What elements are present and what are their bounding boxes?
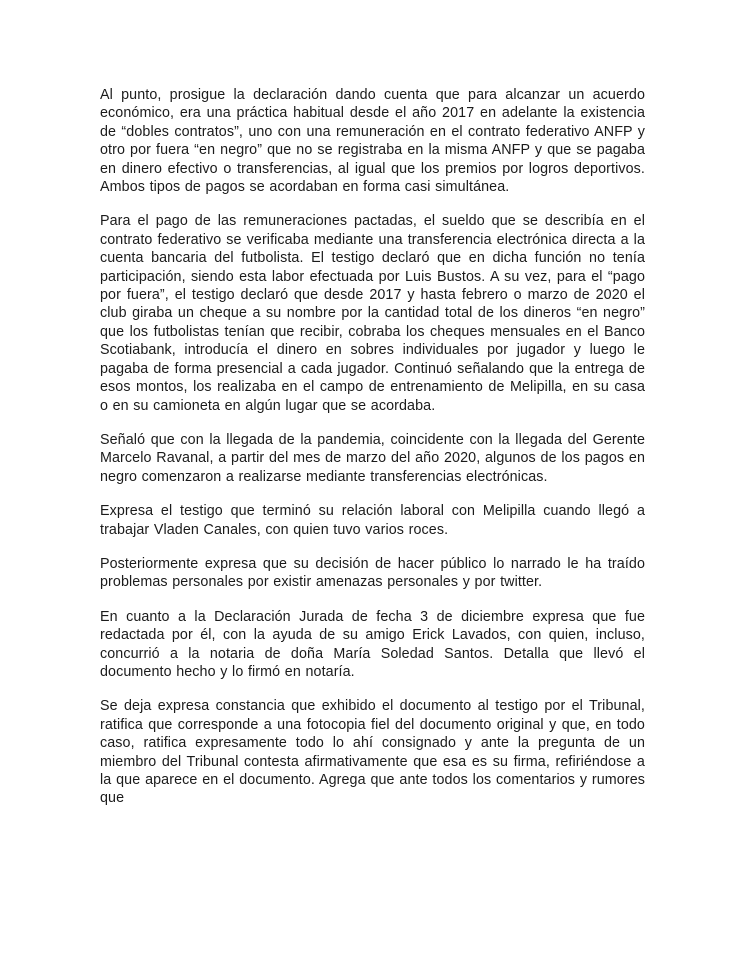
paragraph-double-contracts: Al punto, prosigue la declaración dando cuenta que para alcanzar un acuerdo económico, era una práctica habitual desde el año 2017 en adelante la existencia de “dobles contratos”, uno con una remuneración en el contrato federativo ANFP y otro por fuera “en negro” que no se registraba en la misma ANFP y que se pagaba en dinero efectivo o transferencias, al igual que los premios por logros deportivos. Ambos tipos de pagos se acordaban en forma casi simultánea. (100, 87, 645, 196)
paragraph-document-ratification: Se deja expresa constancia que exhibido el documento al testigo por el Tribunal, ratifica que corresponde a una fotocopia fiel del documento original y que, en todo caso, ratifica expresamente todo lo ahí consignado y ante la pregunta de un miembro del Tribunal contesta afirmativamente que esa es su firma, refiriéndose a la que aparece en el documento. Agrega que ante todos los comentarios y rumores que (100, 698, 645, 807)
paragraph-sworn-declaration: En cuanto a la Declaración Jurada de fecha 3 de diciembre expresa que fue redactada por él, con la ayuda de su amigo Erick Lavados, con quien, incluso, concurrió a la notaria de doña María Soledad Santos. Detalla que llevó el documento hecho y lo firmó en notaría. (100, 608, 645, 680)
paragraph-end-of-employment: Expresa el testigo que terminó su relación laboral con Melipilla cuando llegó a trabajar Vladen Canales, con quien tuvo varios roces. (100, 503, 645, 538)
paragraph-payment-method: Para el pago de las remuneraciones pactadas, el sueldo que se describía en el contrato federativo se verificaba mediante una transferencia electrónica directa a la cuenta bancaria del futbolista. El testigo declaró que en dicha función no tenía participación, siendo esta labor efectuada por Luis Bustos. A su vez, para el “pago por fuera”, el testigo declaró que desde 2017 y hasta febrero o marzo de 2020 el club giraba un cheque a su nombre por la cantidad total de los dineros “en negro” que los futbolistas tenían que recibir, cobraba los cheques mensuales en el Banco Scotiabank, introducía el dinero en sobres individuales por jugador y luego le pagaba de forma presencial a cada jugador. Continuó señalando que la entrega de esos montos, los realizaba en el campo de entrenamiento de Melipilla, en su casa o en su camioneta en algún lugar que se acordaba. (100, 213, 645, 414)
paragraph-pandemic-transfers: Señaló que con la llegada de la pandemia, coincidente con la llegada del Gerente Marcelo Ravanal, a partir del mes de marzo del año 2020, algunos de los pagos en negro comenzaron a realizarse mediante transferencias electrónicas. (100, 431, 645, 485)
paragraph-personal-problems: Posteriormente expresa que su decisión de hacer público lo narrado le ha traído problemas personales por existir amenazas personales y por twitter. (100, 555, 645, 591)
document-text-block (100, 86, 645, 808)
